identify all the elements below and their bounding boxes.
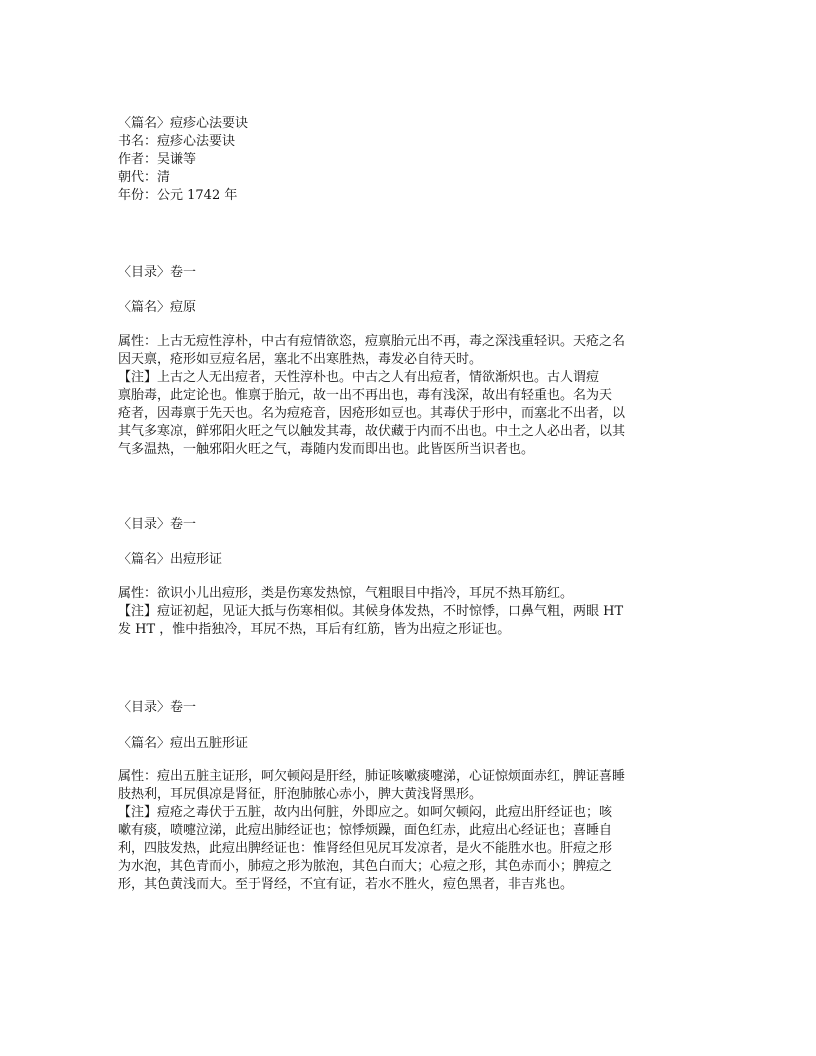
text-line: 禀胎毒，此定论也。惟禀于胎元，故一出不再出也，毒有浅深，故出有轻重也。名为天 [118, 388, 613, 403]
text-line: 形，其色黄浅而大。至于肾经，不宜有证，若水不胜火，痘色黑者，非吉兆也。 [118, 877, 574, 892]
text-line: 年份：公元 1742 年 [118, 188, 238, 203]
text-line: 【注】痘疮之毒伏于五脏，故内出何脏，外即应之。如呵欠顿闷，此痘出肝经证也；咳 [118, 805, 613, 820]
text-line: 朝代：清 [118, 170, 171, 185]
text-line: 疮者，因毒禀于先天也。名为痘疮音，因疮形如豆也。其毒伏于形中，而塞北不出者，以 [118, 406, 626, 421]
section-chapter-title: 〈篇名〉痘出五脏形证 [118, 736, 249, 751]
section-chapter-title: 〈篇名〉痘原 [118, 300, 197, 315]
text-line: 〈篇名〉痘疹心法要诀 [118, 116, 249, 131]
text-line: 属性：欲识小儿出痘形，类是伤寒发热惊，气粗眼目中指冷，耳尻不热耳筋红。 [118, 586, 574, 601]
text-line: 属性：上古无痘性淳朴，中古有痘情欲恣，痘禀胎元出不再，毒之深浅重轻识。天疮之名 [118, 334, 626, 349]
text-line: 书名：痘疹心法要诀 [118, 134, 236, 149]
section-body [118, 768, 698, 894]
text-line: 其气多寒凉，鲜邪阳火旺之气以触发其毒，故伏藏于内而不出也。中土之人必出者，以其 [118, 424, 626, 439]
text-line: 【注】痘证初起，见证大抵与伤寒相似。其候身体发热，不时惊悸，口鼻气粗，两眼 HT [118, 604, 624, 619]
section-toc-line: 〈目录〉卷一 [118, 265, 197, 280]
section-body [118, 333, 698, 459]
text-line: 属性：痘出五脏主证形，呵欠顿闷是肝经，肺证咳嗽痰嚏涕，心证惊烦面赤红，脾证喜睡 [118, 769, 626, 784]
text-line: 【注】上古之人无出痘者，天性淳朴也。中古之人有出痘者，情欲渐炽也。古人谓痘 [118, 370, 600, 385]
section-toc-line: 〈目录〉卷一 [118, 517, 197, 532]
text-line: 因天禀，疮形如豆痘名居，塞北不出寒胜热，毒发必自待天时。 [118, 352, 483, 367]
text-line: 嗽有痰，喷嚏泣涕，此痘出肺经证也；惊悸烦躁，面色红赤，此痘出心经证也；喜睡自 [118, 823, 613, 838]
document-header [118, 115, 698, 205]
section-body [118, 585, 698, 639]
section-chapter-title: 〈篇名〉出痘形证 [118, 552, 223, 567]
text-line: 为水泡，其色青而小，肺痘之形为脓泡，其色白而大；心痘之形，其色赤而小；脾痘之 [118, 859, 613, 874]
text-line: 利，四肢发热，此痘出脾经证也：惟肾经但见尻耳发凉者，是火不能胜水也。肝痘之形 [118, 841, 613, 856]
text-line: 发 HT ，惟中指独冷，耳尻不热，耳后有红筋，皆为出痘之形证也。 [118, 622, 511, 637]
text-line: 肢热利，耳尻俱凉是肾征，肝泡肺脓心赤小，脾大黄浅肾黑形。 [118, 787, 483, 802]
text-line: 作者：吴谦等 [118, 152, 197, 167]
section-toc-line: 〈目录〉卷一 [118, 700, 197, 715]
text-line: 气多温热，一触邪阳火旺之气，毒随内发而即出也。此皆医所当识者也。 [118, 442, 535, 457]
